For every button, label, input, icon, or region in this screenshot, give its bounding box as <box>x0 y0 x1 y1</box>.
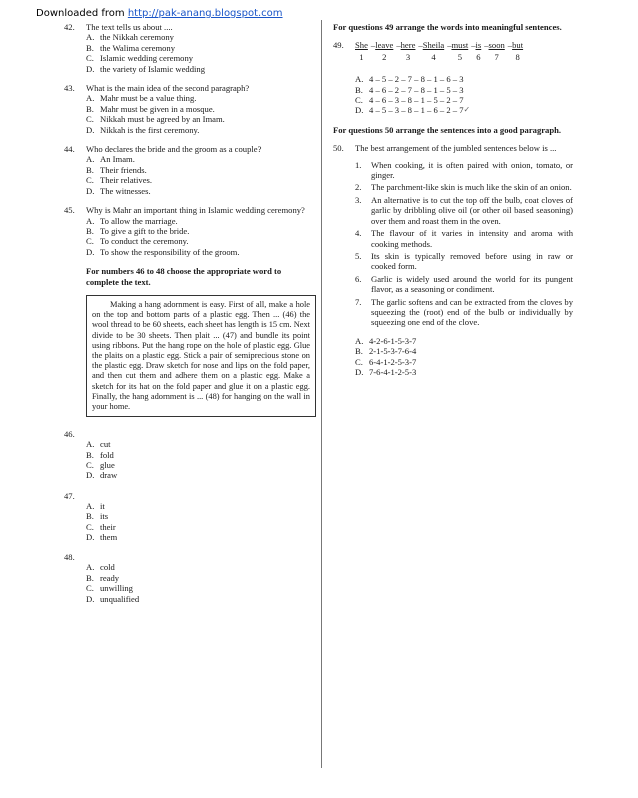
option-a[interactable]: A. 4-2-6-1-5-3-7 <box>355 335 417 346</box>
question-number: 49. <box>333 40 344 51</box>
instruction-46-48: For numbers 46 to 48 choose the appropriate word to complete the text. <box>86 266 282 287</box>
sentence-6: 6. Garlic is widely used around the world for its pungent flavor, as a seasoning or condiment. <box>355 273 573 295</box>
options <box>86 154 316 196</box>
word-4: Sheila 4 <box>422 40 445 62</box>
option-a[interactable]: A. cut <box>86 439 111 450</box>
sentence-5: 5. Its skin is typically removed before using in raw or cooked form. <box>355 250 573 272</box>
options <box>86 93 316 135</box>
option-c[interactable]: C. Islamic wedding ceremony <box>86 53 194 64</box>
option-c[interactable]: C. 4 – 6 – 3 – 8 – 1 – 5 – 2 – 7 <box>355 95 464 106</box>
options <box>355 74 573 116</box>
word-6: is 6 <box>475 40 482 62</box>
question-stem: The best arrangement of the jumbled sentences below is ... <box>355 143 557 154</box>
handwritten-check-mark: ✓ <box>463 105 471 115</box>
option-d[interactable]: D. the variety of Islamic wedding <box>86 63 206 74</box>
word-5: must 5 <box>451 40 469 62</box>
option-b[interactable]: B. Their friends. <box>86 164 147 175</box>
option-a[interactable]: A. cold <box>86 562 115 573</box>
options <box>86 429 316 481</box>
option-b[interactable]: B. 4 – 6 – 2 – 7 – 8 – 1 – 5 – 3 <box>355 84 464 95</box>
word-8: but 8 <box>512 40 524 62</box>
option-a[interactable]: A. the Nikkah ceremony <box>86 32 174 43</box>
option-a[interactable]: A. To allow the marriage. <box>86 215 178 226</box>
question-number: 50. <box>333 143 344 154</box>
question-43 <box>64 83 316 135</box>
sentence-4: 4. The flavour of it varies in intensity and aroma with cooking methods. <box>355 228 573 249</box>
question-number: 43. <box>64 83 75 94</box>
question-45 <box>64 205 316 257</box>
word-3: here 3 <box>400 40 416 62</box>
option-d[interactable]: D. unqualified <box>86 593 140 604</box>
question-stem: What is the main idea of the second paragraph? <box>86 83 250 94</box>
column-divider <box>321 20 322 768</box>
reading-passage: Making a hang adornment is easy. First of all, make a hole on the top and bottom parts of a plastic egg. Then ... (46) the wool thread to be 60 sheets, each sheet has length is 15 cm. Next divide to be 30 sheets. Then plait ... (47) and bundle its point using ribbons. Put the hang rope on the hole of plastic egg. Glue the plaits on a plastic egg. Stick a pair of semiprecious stone on the plastic egg. Draw sketch for nose and lips on the fold paper, and then cut them and adhere them on a plastic egg. Make a sketch for its hat on the fold paper and glue it on a plastic egg. Finally, the hang adornment is ... (48) for hanging on the wall in your home. <box>86 295 316 417</box>
option-c[interactable]: C. glue <box>86 459 115 470</box>
option-c[interactable]: C. unwilling <box>86 583 133 594</box>
word-7: soon 7 <box>488 40 505 62</box>
option-d[interactable]: D. 7-6-4-1-2-5-3 <box>355 366 417 377</box>
option-a[interactable]: A. An Imam. <box>86 154 135 165</box>
option-a[interactable]: A. Mahr must be a value thing. <box>86 93 197 104</box>
option-b[interactable]: B. 2-1-5-3-7-6-4 <box>355 346 417 357</box>
sentence-3: 3. An alternative is to cut the top off the bulb, coat cloves of garlic by dribbling olive oil (or other oil based seasoning) over them and roast them in the oven. <box>355 194 573 226</box>
options <box>355 336 573 378</box>
download-header <box>36 8 283 19</box>
jumbled-words: She 1 – leave 2 – here 3 – Sheila 4 – must 5 – is 6 – soon 7 – but 8 <box>355 40 524 62</box>
question-number: 46. <box>64 429 75 440</box>
jumbled-sentences <box>355 160 573 328</box>
option-d[interactable]: D. Nikkah is the first ceremony. <box>86 124 200 135</box>
question-44 <box>64 144 316 196</box>
question-number: 48. <box>64 552 75 563</box>
option-c[interactable]: C. To conduct the ceremony. <box>86 236 189 247</box>
option-b[interactable]: B. the Walima ceremony <box>86 42 176 53</box>
option-b[interactable]: B. To give a gift to the bride. <box>86 225 190 236</box>
option-d[interactable]: D. 4 – 5 – 3 – 8 – 1 – 6 – 2 – 7 ✓ <box>355 105 471 116</box>
question-number: 47. <box>64 490 75 501</box>
sentence-7: 7. The garlic softens and can be extracted from the cloves by squeezing the (root) end of the bulb or individually by squeezing one end of the clove. <box>355 296 573 328</box>
instruction-50: For questions 50 arrange the sentences into a good paragraph. <box>333 124 562 135</box>
options <box>86 552 316 604</box>
sentence-1: 1. When cooking, it is often paired with onion, tomato, or ginger. <box>355 159 573 181</box>
sentence-2: 2. The parchment-like skin is much like the skin of an onion. <box>355 182 572 193</box>
question-number: 42. <box>64 22 75 32</box>
question-stem: Why is Mahr an important thing in Islamic wedding ceremony? <box>86 205 305 216</box>
question-50 <box>333 143 573 377</box>
option-c[interactable]: C. their <box>86 521 116 532</box>
question-number: 44. <box>64 144 75 155</box>
options <box>86 216 316 258</box>
option-c[interactable]: C. Their relatives. <box>86 175 153 186</box>
header-prefix: Downloaded from <box>36 8 128 19</box>
options <box>86 32 316 74</box>
option-d[interactable]: D. The witnesses. <box>86 185 151 196</box>
question-49 <box>333 40 573 115</box>
option-c[interactable]: C. 6-4-1-2-5-3-7 <box>355 356 417 367</box>
question-stem: Who declares the bride and the groom as a couple? <box>86 144 262 155</box>
word-2: leave 2 <box>375 40 394 62</box>
option-a[interactable]: A. it <box>86 500 105 511</box>
word-1: She 1 <box>355 40 368 62</box>
question-47 <box>64 491 316 543</box>
option-d[interactable]: D. them <box>86 532 118 543</box>
instruction-49: For questions 49 arrange the words into meaningful sentences. <box>333 22 562 32</box>
option-d[interactable]: D. draw <box>86 470 118 481</box>
question-48 <box>64 552 316 604</box>
option-d[interactable]: D. To show the responsibility of the groom. <box>86 246 240 257</box>
right-column <box>333 22 573 386</box>
option-b[interactable]: B. Mahr must be given in a mosque. <box>86 103 215 114</box>
header-link[interactable]: http://pak-anang.blogspot.com <box>127 8 283 19</box>
option-a[interactable]: A. 4 – 5 – 2 – 7 – 8 – 1 – 6 – 3 <box>355 74 464 85</box>
option-b[interactable]: B. ready <box>86 572 120 583</box>
question-42 <box>64 22 316 74</box>
option-b[interactable]: B. fold <box>86 449 114 460</box>
option-b[interactable]: B. its <box>86 511 109 522</box>
option-c[interactable]: C. Nikkah must be agreed by an Imam. <box>86 114 225 125</box>
options <box>86 491 316 543</box>
question-number: 45. <box>64 205 75 216</box>
question-46 <box>64 429 316 481</box>
question-stem: The text tells us about .... <box>86 22 173 32</box>
left-column <box>64 22 316 614</box>
